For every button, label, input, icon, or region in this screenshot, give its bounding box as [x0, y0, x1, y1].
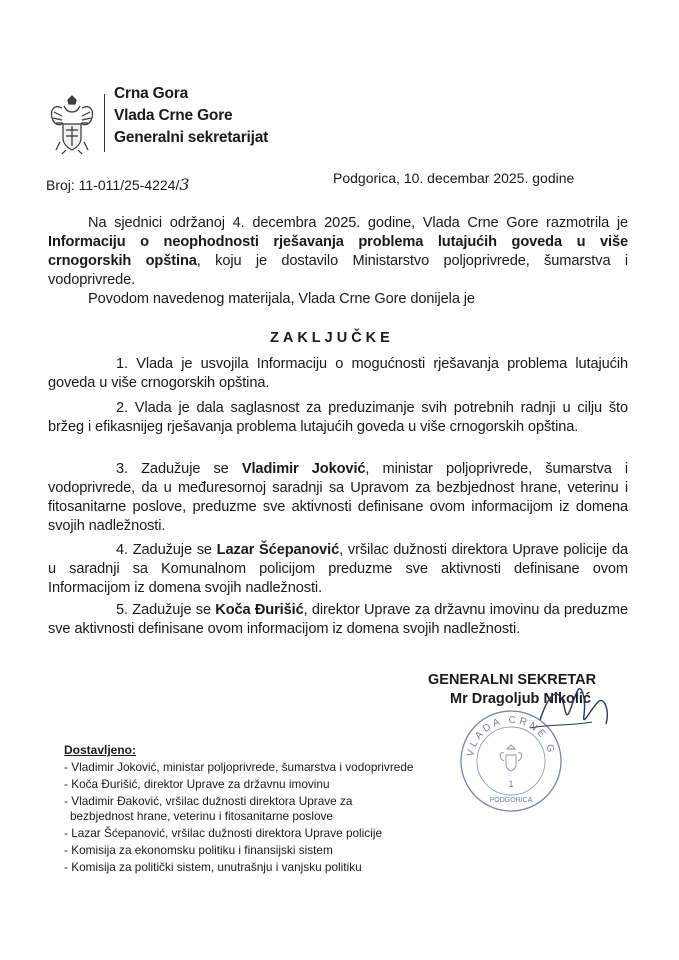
- stamp-top-text: VLADA CRNE G: [465, 714, 557, 758]
- intro-info-title: Informaciju o neophodnosti rješavanja problema lutajućih goveda u više crnogorskih opština: [48, 234, 628, 269]
- intro-text-part1: Na sjednici održanoj 4. decembra 2025. godine, Vlada Crne Gore razmotrila je: [88, 215, 628, 231]
- conclusion-4: [48, 541, 628, 598]
- distribution-item: - Koča Đurišić, direktor Uprave za državnu imovinu: [64, 777, 330, 791]
- conclusions-title: ZAKLJUČKE: [270, 330, 394, 346]
- conclusion-4-person: Lazar Šćepanović: [216, 542, 340, 558]
- distribution-item: - Lazar Šćepanović, vršilac dužnosti direktora Uprave policije: [64, 826, 383, 840]
- intro-text-part2: , koju je dostavilo Ministarstvo poljoprivrede, šumarstva i vodoprivrede.: [48, 253, 628, 288]
- distribution-title: Dostavljeno:: [64, 743, 137, 757]
- official-stamp-icon: [455, 705, 567, 817]
- distribution-list: [64, 760, 413, 875]
- distribution-item: - Komisija za politički sistem, unutrašnju i vanjsku politiku: [64, 860, 362, 874]
- reference-number-label: Broj: 11-011/25-4224/: [46, 177, 180, 193]
- stamp-city: PODGORICA: [489, 797, 533, 804]
- place-date: Podgorica, 10. decembar 2025. godine: [333, 170, 575, 186]
- conclusion-4-text: , vršilac dužnosti direktora Uprave policije da u saradnji sa Komunalnom policijom preduzme sve aktivnosti definisane ovom Informacijom iz domena svojih nadležnosti.: [48, 542, 628, 596]
- distribution-item: - Komisija za ekonomsku politiku i finansijski sistem: [64, 843, 333, 857]
- header-government: Vlada Crne Gore: [114, 107, 233, 124]
- intro-adopted: Povodom navedenog materijala, Vlada Crne Gore donijela je: [88, 291, 475, 307]
- header-secretariat: Generalni sekretarijat: [114, 129, 269, 146]
- distribution-item: - Vladimir Joković, ministar poljoprivrede, šumarstva i vodoprivrede: [64, 760, 414, 774]
- conclusion-5-person: Koča Đurišić: [215, 602, 304, 618]
- reference-handwritten-digit: 3: [179, 175, 190, 194]
- conclusion-3-prefix: 3. Zadužuje se: [116, 461, 242, 477]
- conclusion-5-prefix: 5. Zadužuje se: [116, 602, 216, 618]
- conclusion-5-text: , direktor Uprave za državnu imovinu da preduzme sve aktivnosti definisane ovom informacijom iz domena svojih nadležnosti.: [48, 602, 628, 637]
- conclusion-1: 1. Vlada je usvojila Informaciju o mogućnosti rješavanja problema lutajućih goveda u više crnogorskih opština.: [48, 356, 628, 391]
- stamp-number: 1: [508, 779, 514, 789]
- reference-number: [46, 175, 190, 194]
- header-country: Crna Gora: [114, 85, 188, 102]
- signature-name: Mr Dragoljub Nikolić: [450, 691, 591, 707]
- conclusion-4-prefix: 4. Zadužuje se: [116, 542, 217, 558]
- conclusion-3: [48, 460, 628, 536]
- signature-title: GENERALNI SEKRETAR: [428, 672, 597, 688]
- conclusion-5: [48, 601, 628, 639]
- conclusion-2: 2. Vlada je dala saglasnost za preduzimanje svih potrebnih radnji u cilju što bržeg i efikasnijeg rješavanja problema lutajućih goveda u više crnogorskih opština.: [48, 400, 628, 435]
- conclusion-3-text: , ministar poljoprivrede, šumarstva i vodoprivrede, da u međuresornoj saradnji sa Upravom za bezbjednost hrane, veterinu i fitosanitarne poslove, preduzme sve aktivnosti definisane ovom informacijom iz domena svojih nadležnosti.: [48, 461, 628, 534]
- intro-paragraph-text: [48, 214, 628, 290]
- coat-of-arms-icon: [48, 94, 96, 156]
- conclusion-3-person: Vladimir Joković: [241, 461, 366, 477]
- distribution-item: - Vladimir Đaković, vršilac dužnosti direktora Uprave za: [64, 794, 353, 808]
- header-divider: [104, 94, 105, 152]
- distribution-item: bezbjednost hrane, veterinu i fitosanitarne poslove: [70, 809, 333, 823]
